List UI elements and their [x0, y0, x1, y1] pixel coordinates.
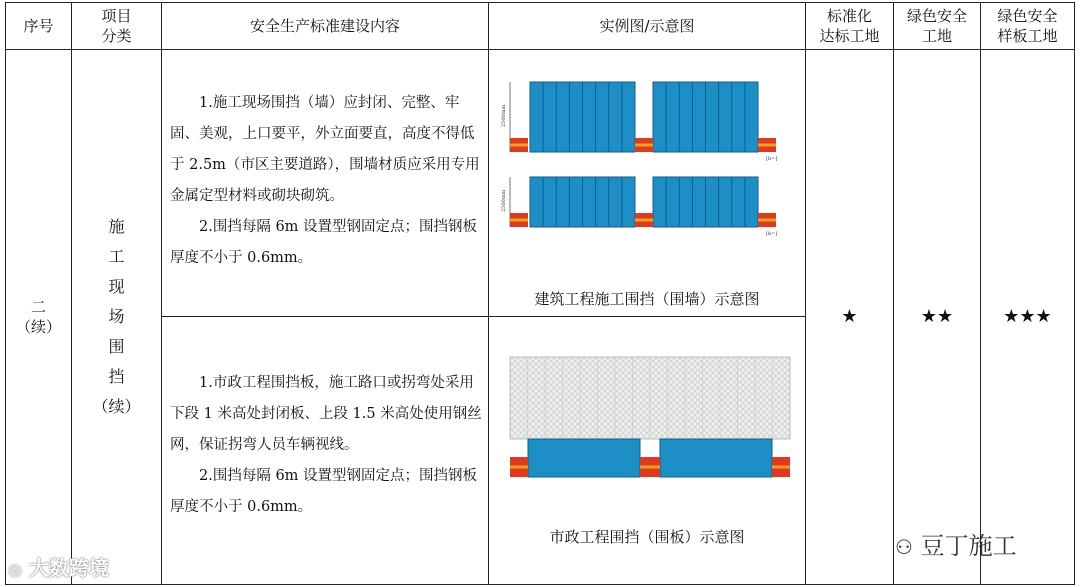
watermark-right — [895, 526, 1017, 561]
item2-para1: 1.市政工程围挡板，施工路口或拐弯处采用下段 1 米高处封闭板、上段 1.5 米高处使用钢丝网，保证拐弯人员车辆视线。 — [170, 375, 482, 453]
header-standard-line2: 达标工地 — [819, 27, 880, 45]
model-rating: ★★★ — [1003, 306, 1052, 327]
item2-caption: 市政工程围挡（围板）示意图 — [549, 528, 745, 546]
post-stripe — [758, 144, 776, 147]
category-char: （续） — [92, 397, 141, 416]
fence-panel — [528, 439, 640, 477]
item2-figure — [500, 352, 795, 482]
category-char: 现 — [108, 277, 125, 296]
category-char: 挡 — [108, 367, 125, 386]
header-seq-label: 序号 — [23, 17, 54, 35]
post-stripe — [772, 466, 790, 469]
header-category-line1: 项目 — [101, 7, 132, 25]
header-example — [489, 3, 805, 49]
dimension-label: 2500mm — [501, 189, 507, 212]
item1-para1: 1.施工现场围挡（墙）应封闭、完整、牢固、美观，上口要平，外立面要直，高度不得低于 2.5m（市区主要道路），围墙材质应采用专用金属定型材料或砌块砌筑。 — [170, 95, 480, 204]
header-content-label: 安全生产标准建设内容 — [249, 17, 400, 35]
watermark-right-text: 豆丁施工 — [920, 532, 1017, 560]
category-char: 场 — [108, 307, 125, 326]
green-rating: ★★ — [920, 306, 954, 327]
header-standard-line1: 标准化 — [826, 7, 872, 25]
dimension-label: 2500mm — [501, 104, 507, 127]
header-category-line2: 分类 — [101, 27, 132, 45]
municipal-fence-diagram — [500, 352, 795, 482]
post-stripe — [510, 144, 528, 147]
seq-continued: （续） — [15, 318, 61, 336]
header-model-line1: 绿色安全 — [997, 7, 1058, 25]
header-green-line1: 绿色安全 — [906, 7, 967, 25]
header-model-line2: 样板工地 — [997, 27, 1058, 45]
header-model — [981, 3, 1074, 49]
header-example-label: 实例图/示意图 — [599, 17, 695, 35]
header-category — [72, 3, 161, 49]
fig-tag: [b=] — [766, 231, 778, 237]
seq-number: 二 — [30, 298, 46, 316]
watermark-logo-icon: ◎ — [8, 560, 22, 579]
header-standard — [806, 3, 893, 49]
post-stripe — [635, 219, 653, 222]
fig-tag: [b=] — [766, 156, 778, 162]
watermark-left — [8, 552, 109, 581]
header-content — [162, 3, 488, 49]
post-stripe — [510, 466, 528, 469]
standard-rating: ★ — [841, 306, 858, 327]
item1-content — [170, 88, 483, 274]
header-green-line2: 工地 — [921, 27, 952, 45]
fence-wall-diagram — [500, 72, 795, 242]
seq-cell — [6, 50, 71, 584]
item1-caption: 建筑工程施工围挡（围墙）示意图 — [534, 290, 760, 308]
item2-para2: 2.围挡每隔 6m 设置型钢固定点；围挡钢板厚度不小于 0.6mm。 — [170, 468, 478, 515]
header-green — [894, 3, 980, 49]
post-stripe — [640, 466, 660, 469]
item2-content — [170, 368, 483, 523]
category-char: 围 — [108, 337, 125, 356]
post-stripe — [510, 219, 528, 222]
header-seq — [6, 3, 71, 49]
post-stripe — [635, 144, 653, 147]
post-stripe — [758, 219, 776, 222]
wechat-icon: ⚇ — [895, 535, 913, 559]
standards-table — [5, 2, 1075, 585]
category-char: 施 — [108, 217, 125, 236]
item1-para2: 2.围挡每隔 6m 设置型钢固定点；围挡钢板厚度不小于 0.6mm。 — [170, 219, 478, 266]
category-cell — [72, 50, 161, 584]
category-char: 工 — [108, 247, 125, 266]
fence-panel — [660, 439, 772, 477]
item1-figure — [500, 72, 795, 242]
watermark-left-text: 大数跨境 — [28, 556, 109, 580]
